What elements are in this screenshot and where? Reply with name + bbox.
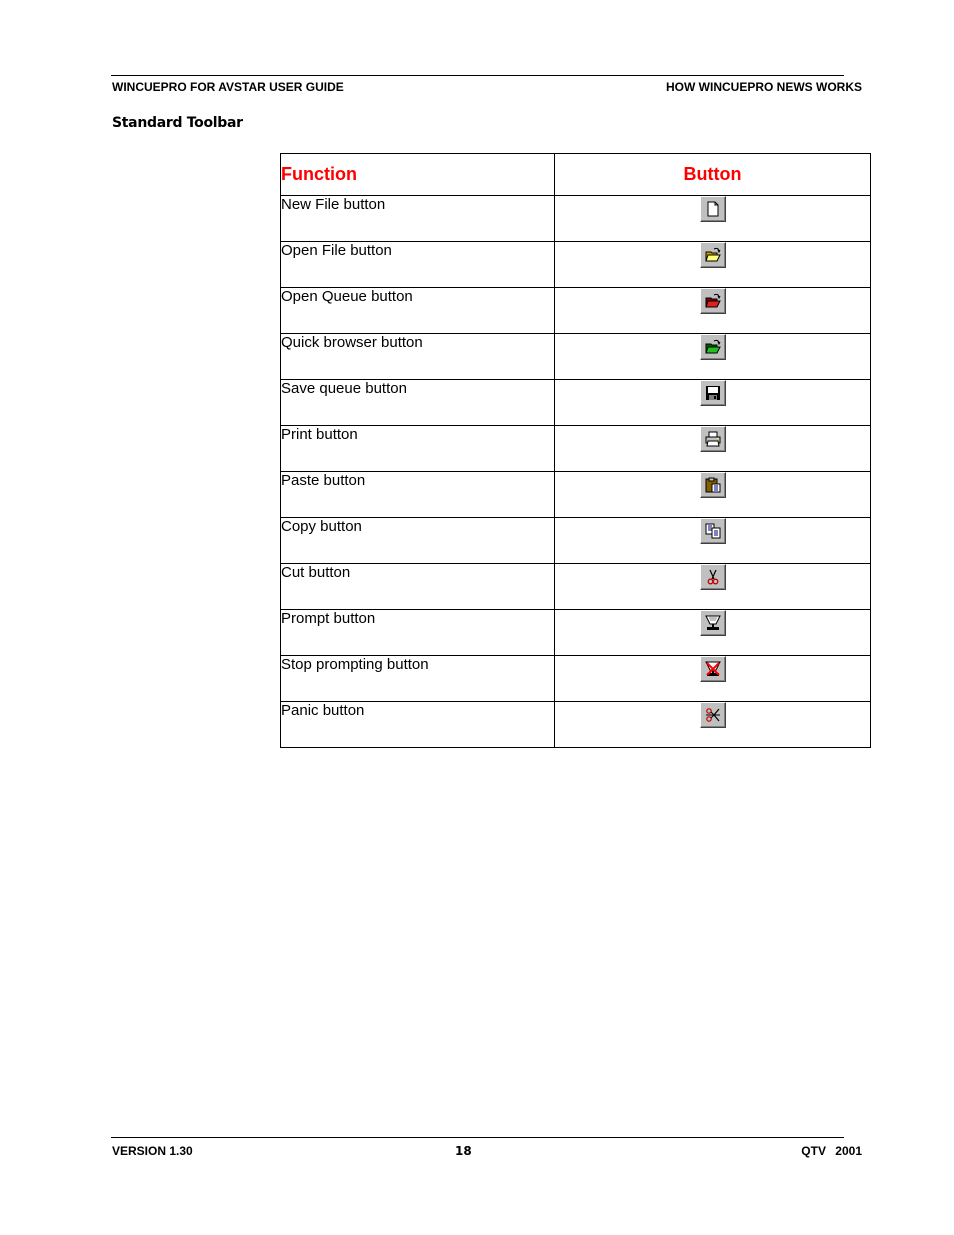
stop-prompting-icon[interactable] (700, 656, 726, 682)
quick-browser-icon[interactable] (700, 334, 726, 360)
open-file-icon[interactable] (700, 242, 726, 268)
table-row (281, 472, 871, 518)
table-row (281, 564, 871, 610)
save-queue-icon[interactable] (700, 380, 726, 406)
panic-icon[interactable] (700, 702, 726, 728)
table-row (281, 288, 871, 334)
function-label: Save queue button (281, 380, 555, 426)
prompt-icon[interactable] (700, 610, 726, 636)
section-title: Standard Toolbar (112, 115, 243, 131)
toolbar-table (280, 153, 871, 748)
button-cell (555, 702, 871, 748)
footer-version: VERSION 1.30 (112, 1144, 193, 1158)
button-cell (555, 196, 871, 242)
button-cell (555, 288, 871, 334)
function-label: Stop prompting button (281, 656, 555, 702)
button-cell (555, 380, 871, 426)
function-label: Open File button (281, 242, 555, 288)
table-row (281, 334, 871, 380)
button-cell (555, 472, 871, 518)
column-header-button: Button (555, 154, 871, 196)
function-label: New File button (281, 196, 555, 242)
header-chapter-title: HOW WINCUEPRO NEWS WORKS (666, 80, 862, 94)
function-label: Cut button (281, 564, 555, 610)
table-row (281, 518, 871, 564)
print-icon[interactable] (700, 426, 726, 452)
table-header-row (281, 154, 871, 196)
button-cell (555, 656, 871, 702)
button-cell (555, 242, 871, 288)
table-row (281, 380, 871, 426)
function-label: Open Queue button (281, 288, 555, 334)
function-label: Copy button (281, 518, 555, 564)
button-cell (555, 564, 871, 610)
open-queue-icon[interactable] (700, 288, 726, 314)
footer-rule (111, 1137, 844, 1138)
table-row (281, 610, 871, 656)
button-cell (555, 334, 871, 380)
button-cell (555, 610, 871, 656)
paste-icon[interactable] (700, 472, 726, 498)
header-rule (111, 75, 844, 76)
table-row (281, 426, 871, 472)
column-header-function: Function (281, 154, 555, 196)
function-label: Paste button (281, 472, 555, 518)
table-row (281, 196, 871, 242)
copy-icon[interactable] (700, 518, 726, 544)
table-row (281, 656, 871, 702)
table-row (281, 702, 871, 748)
button-cell (555, 426, 871, 472)
button-cell (555, 518, 871, 564)
cut-icon[interactable] (700, 564, 726, 590)
function-label: Quick browser button (281, 334, 555, 380)
function-label: Prompt button (281, 610, 555, 656)
footer-copyright: QTV 2001 (801, 1144, 862, 1158)
header-guide-title: WINCUEPRO FOR AVSTAR USER GUIDE (112, 80, 344, 94)
page-number: 18 (455, 1144, 472, 1158)
function-label: Panic button (281, 702, 555, 748)
table-row (281, 242, 871, 288)
new-file-icon[interactable] (700, 196, 726, 222)
function-label: Print button (281, 426, 555, 472)
